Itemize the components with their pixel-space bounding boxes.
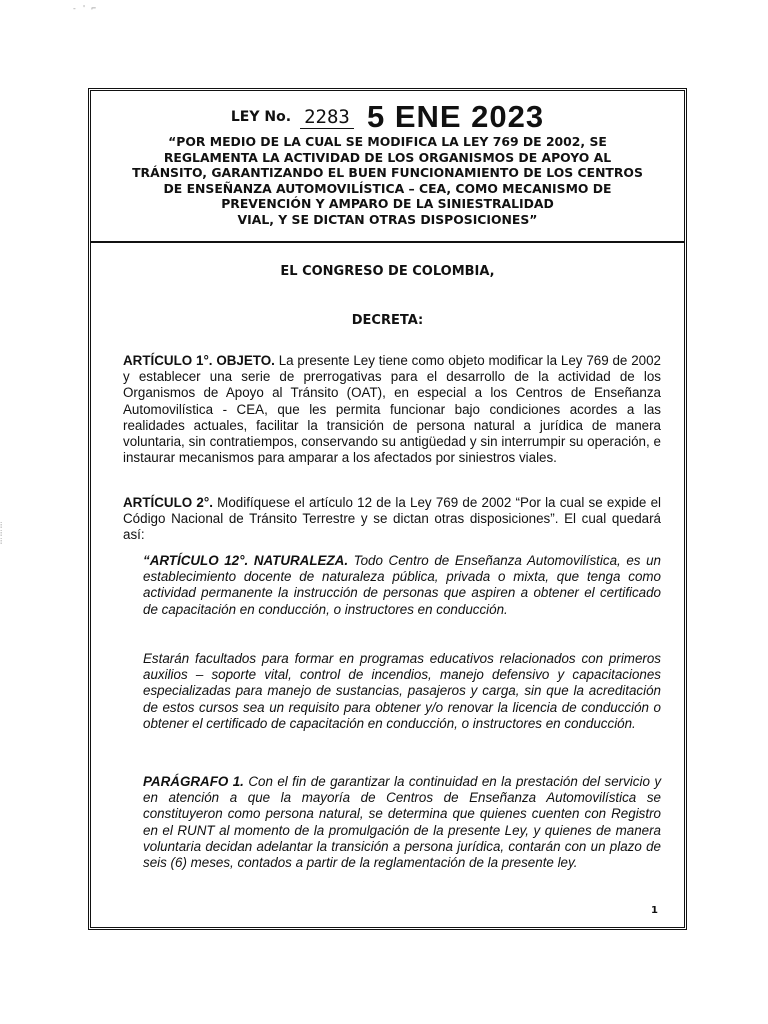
article-1-text: La presente Ley tiene como objeto modificar la Ley 769 de 2002 y establecer una serie de prerrogativas para el desarrollo de la actividad de los Organismos de Apoyo al Tránsito (OAT), en especial a los Centros de Enseñanza Automovilística - CEA, que les permita funcionar bajo condiciones acordes a las realidades actuales, facilitar la transición de persona natural a jurídica de manera voluntaria, sin contratiempos, conservando su antigüedad y sin interrumpir su operación, e instaurar mecanismos para amparar a los afectados por siniestros viales. xyxy=(123,353,661,466)
law-number: 2283 xyxy=(300,106,354,129)
law-label: LEY No. xyxy=(230,109,292,125)
document-frame xyxy=(88,88,687,930)
page-number: 1 xyxy=(651,905,658,916)
quoted-paragraph-2: Estarán facultados para formar en programas educativos relacionados con primeros auxilios – soporte vital, control de incendios, manejo defensivo y capacitaciones especializadas para manejo de sustancias, pasajeros y carga, sin que la acreditación de estos cursos sea un requisito para obtener y/o renovar la licencia de conducción o obtener el certificado de capacitación en conducción, o instructores en conducción. xyxy=(143,651,661,731)
article-1 xyxy=(123,353,661,466)
article-1-heading: ARTÍCULO 1°. OBJETO. xyxy=(123,353,275,368)
scan-artifact-left: ⁞ ⁞ ⁞ xyxy=(0,521,3,546)
quoted-article-text: Todo Centro de Enseñanza Automovilística, es un establecimiento docente de naturaleza pública, privada o mixta, que tenga como actividad permanente la instrucción de personas que aspiren a obtener el certificado de capacitación en conducción, o instructores en conducción. xyxy=(143,553,662,617)
decree-heading: DECRETA: xyxy=(351,313,424,328)
paragrafo-text: Con el fin de garantizar la continuidad en la prestación del servicio y en atención a que la mayoría de Centros de Enseñanza Automovilística se constituyeron como persona natural, se determina que quienes cuenten con Registro en el RUNT al momento de la promulgación de la presente Ley, y quienes de manera voluntaria decidan adelantar la transición a persona jurídica, contarán con un plazo de seis (6) meses, contados a partir de la reglamentación de la presente ley. xyxy=(143,774,662,871)
law-identifier xyxy=(91,99,684,135)
quoted-article-12 xyxy=(143,553,661,618)
article-2-heading: ARTÍCULO 2°. xyxy=(123,495,213,510)
law-title: “POR MEDIO DE LA CUAL SE MODIFICA LA LEY 769 DE 2002, SE REGLAMENTA LA ACTIVIDAD DE LOS ORGANISMOS DE APOYO AL TRÁNSITO, GARANTIZANDO EL BUEN FUNCIONAMIENTO DE LOS CENTROS DE ENSEÑANZA AUTOMOVILÍSTICA – CEA, COMO MECANISMO DE PREVENCIÓN Y AMPARO DE LA SINIESTRALIDAD VIAL, Y SE DICTAN OTRAS DISPOSICIONES” xyxy=(132,134,643,227)
date-stamp: 5 ENE 2023 xyxy=(366,99,545,134)
quoted-article-heading: “ARTÍCULO 12°. NATURALEZA. xyxy=(143,553,349,568)
scan-artifact-top: - ' ⌐ xyxy=(72,4,97,13)
article-2-text: Modifíquese el artículo 12 de la Ley 769 de 2002 “Por la cual se expide el Código Nacional de Tránsito Terrestre y se dictan otras disposiciones”. El cual quedará así: xyxy=(123,495,661,543)
article-2 xyxy=(123,495,661,544)
quoted-paragrafo-1 xyxy=(143,774,661,871)
law-header-box xyxy=(91,91,684,243)
issuer-heading: EL CONGRESO DE COLOMBIA, xyxy=(280,264,495,279)
paragrafo-heading: PARÁGRAFO 1. xyxy=(143,774,244,789)
